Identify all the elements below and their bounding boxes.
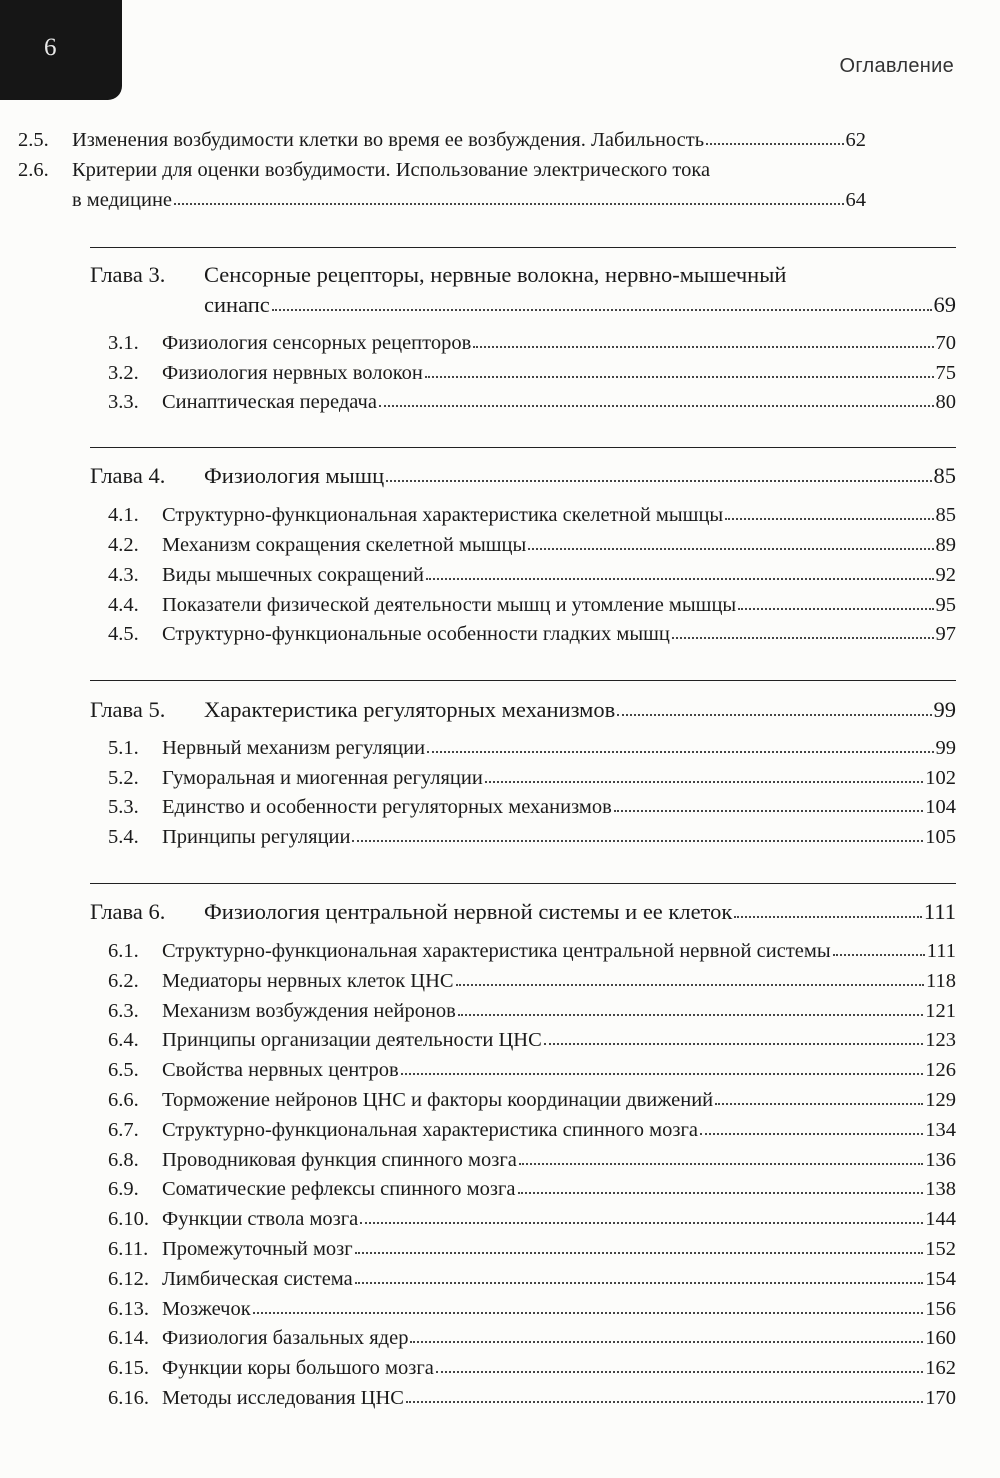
entry-title: Проводниковая функция спинного мозга: [162, 1148, 517, 1171]
entry-number: 6.11.: [108, 1238, 149, 1260]
entry-title: Изменения возбудимости клетки во время ее возбуждения. Лабильность: [72, 129, 705, 151]
entry-title: Лимбическая система: [162, 1267, 353, 1290]
entry-title: Мозжечок: [162, 1297, 251, 1320]
entry-title: Медиаторы нервных клеток ЦНС: [162, 969, 454, 992]
toc-entry[interactable]: [108, 967, 956, 995]
running-title: Оглавление: [839, 55, 954, 77]
entry-title: Показатели физической деятельности мышц и утомление мышцы: [162, 594, 737, 616]
entry-title: Нервный механизм регуляции: [162, 737, 426, 759]
toc-entry[interactable]: [18, 156, 866, 184]
entry-number: 6.5.: [108, 1059, 139, 1082]
chapter-title: Характеристика регуляторных механизмов: [204, 697, 616, 722]
dot-leader: [456, 978, 924, 986]
entry-number: 6.4.: [108, 1029, 139, 1052]
dot-leader: [355, 1276, 924, 1284]
entry-title: Функции ствола мозга: [162, 1208, 359, 1231]
dot-leader: [715, 1097, 923, 1105]
entry-title: Физиология сенсорных рецепторов: [162, 332, 472, 354]
chapter-title: Физиология мышц: [204, 463, 385, 488]
entry-number: 6.1.: [108, 940, 139, 962]
entry-title: Структурно-функциональная характеристика спинного мозга: [162, 1118, 698, 1141]
chapter-label: Глава 3.: [90, 262, 166, 287]
toc-entry[interactable]: [108, 823, 956, 851]
entry-page: 152: [925, 1238, 956, 1260]
entry-page: 92: [935, 564, 956, 586]
chapter-heading[interactable]: [90, 261, 956, 289]
entry-page: 97: [935, 623, 956, 645]
dot-leader: [700, 1127, 923, 1135]
entry-page: 89: [935, 534, 956, 556]
entry-page: 85: [935, 504, 956, 526]
entry-page: 136: [925, 1148, 956, 1171]
entry-page: 126: [925, 1059, 956, 1082]
entry-title: Структурно-функциональные особенности гладких мышц: [162, 623, 670, 645]
entry-number: 6.8.: [108, 1148, 139, 1171]
toc-entry[interactable]: [108, 1295, 956, 1323]
toc-entry[interactable]: [108, 1235, 956, 1263]
entry-number: 4.5.: [108, 623, 139, 645]
entry-page: 102: [925, 767, 956, 789]
dot-leader: [544, 1037, 923, 1045]
toc-entry[interactable]: [108, 1116, 956, 1144]
dot-leader: [427, 745, 933, 753]
toc-entry[interactable]: [108, 359, 956, 387]
entry-number: 4.2.: [108, 534, 139, 556]
toc-entry[interactable]: [108, 1324, 956, 1352]
chapter-label: Глава 6.: [90, 899, 166, 924]
toc-entry[interactable]: [108, 1056, 956, 1084]
entry-page: 160: [925, 1327, 956, 1350]
toc-entry-continuation[interactable]: [18, 186, 866, 214]
toc-entry[interactable]: [108, 734, 956, 762]
dot-leader: [379, 399, 934, 407]
section-divider: [90, 447, 956, 448]
dot-leader: [426, 572, 934, 580]
toc-entry[interactable]: [108, 1086, 956, 1114]
dot-leader: [725, 512, 933, 520]
entry-number: 5.2.: [108, 767, 139, 789]
entry-title: Промежуточный мозг: [162, 1238, 353, 1260]
entry-title: Торможение нейронов ЦНС и факторы координации движений: [162, 1089, 714, 1111]
entry-page: 70: [935, 332, 956, 354]
entry-number: 3.3.: [108, 391, 139, 413]
toc-entry[interactable]: [108, 388, 956, 416]
entry-page: 154: [925, 1267, 956, 1290]
dot-leader: [425, 370, 934, 378]
dot-leader: [253, 1306, 924, 1314]
page-number-tab: [0, 0, 122, 100]
entry-page: 121: [925, 999, 956, 1022]
toc-entry[interactable]: [108, 1026, 956, 1054]
dot-leader: [174, 197, 843, 205]
section-divider: [90, 883, 956, 884]
chapter-heading[interactable]: [90, 898, 956, 926]
dot-leader: [360, 1216, 923, 1224]
entry-page: 104: [925, 796, 956, 818]
toc-entry[interactable]: [108, 793, 956, 821]
entry-page: 118: [926, 969, 956, 992]
section-divider: [90, 680, 956, 681]
dot-leader: [485, 775, 923, 783]
toc-entry[interactable]: [108, 997, 956, 1025]
dot-leader: [672, 631, 934, 639]
toc-entry[interactable]: [108, 764, 956, 792]
entry-title: Механизм возбуждения нейронов: [162, 999, 456, 1022]
entry-page: 64: [845, 189, 866, 211]
chapter-page: 111: [923, 899, 956, 924]
toc-entry[interactable]: [108, 1146, 956, 1174]
dot-leader: [410, 1335, 923, 1343]
chapter-label: Глава 5.: [90, 697, 166, 722]
entry-page: 134: [925, 1118, 956, 1141]
dot-leader: [406, 1395, 923, 1403]
entry-title: Гуморальная и миогенная регуляции: [162, 767, 483, 789]
entry-number: 5.3.: [108, 796, 139, 818]
entry-number: 3.1.: [108, 332, 139, 354]
entry-title: Принципы регуляции: [162, 826, 351, 848]
entry-title: Структурно-функциональная характеристика скелетной мышцы: [162, 504, 724, 526]
entry-number: 4.1.: [108, 504, 139, 526]
dot-leader: [386, 474, 931, 482]
entry-page: 144: [925, 1208, 956, 1231]
entry-number: 5.1.: [108, 737, 139, 759]
entry-page: 129: [925, 1089, 956, 1111]
entry-number: 6.3.: [108, 999, 139, 1022]
dot-leader: [617, 708, 931, 716]
dot-leader: [738, 602, 933, 610]
entry-title: Принципы организации деятельности ЦНС: [162, 1029, 542, 1052]
entry-number: 6.10.: [108, 1208, 149, 1231]
entry-title: Структурно-функциональная характеристика центральной нервной системы: [162, 940, 831, 962]
dot-leader: [706, 137, 843, 145]
entry-title: Физиология нервных волокон: [162, 362, 423, 384]
entry-page: 138: [925, 1178, 956, 1201]
dot-leader: [734, 910, 922, 918]
page-number: 6: [44, 34, 57, 61]
toc-entry[interactable]: [108, 1205, 956, 1233]
entry-page: 111: [926, 940, 956, 962]
entry-number: 6.6.: [108, 1089, 139, 1111]
entry-page: 162: [925, 1357, 956, 1380]
entry-title: Единство и особенности регуляторных механизмов: [162, 796, 612, 818]
entry-title: Функции коры большого мозга: [162, 1357, 434, 1380]
entry-page: 156: [925, 1297, 956, 1320]
dot-leader: [458, 1008, 923, 1016]
dot-leader: [518, 1186, 924, 1194]
entry-number: 6.15.: [108, 1357, 149, 1380]
dot-leader: [473, 340, 933, 348]
dot-leader: [272, 303, 932, 311]
dot-leader: [833, 948, 925, 956]
entry-title: Механизм сокращения скелетной мышцы: [162, 534, 527, 556]
toc-entry[interactable]: [108, 620, 956, 648]
dot-leader: [436, 1365, 923, 1373]
entry-number: 4.4.: [108, 594, 139, 616]
dot-leader: [355, 1246, 924, 1254]
entry-number: 6.16.: [108, 1387, 149, 1409]
entry-page: 75: [935, 362, 956, 384]
entry-page: 99: [935, 737, 956, 759]
section-divider: [90, 247, 956, 248]
entry-page: 170: [925, 1387, 956, 1409]
chapter-title-continued: синапс: [204, 292, 270, 317]
chapter-label: Глава 4.: [90, 463, 166, 488]
toc-entry[interactable]: [108, 531, 956, 559]
entry-title-continued: в медицине: [72, 189, 173, 211]
entry-number: 6.2.: [108, 969, 139, 992]
entry-number: 6.12.: [108, 1267, 149, 1290]
dot-leader: [352, 834, 923, 842]
toc-entry[interactable]: [108, 501, 956, 529]
entry-title: Синаптическая передача: [162, 391, 377, 413]
chapter-page: 85: [933, 463, 956, 488]
toc-entry[interactable]: [108, 561, 956, 589]
entry-page: 95: [935, 594, 956, 616]
entry-title: Методы исследования ЦНС: [162, 1387, 404, 1409]
toc-entry[interactable]: [18, 126, 866, 154]
entry-page: 62: [845, 129, 866, 151]
chapter-title: Сенсорные рецепторы, нервные волокна, нервно-мышечный: [204, 262, 787, 287]
entry-title: Физиология базальных ядер: [162, 1327, 409, 1350]
toc-entry[interactable]: [108, 1384, 956, 1412]
dot-leader: [401, 1067, 924, 1075]
entry-page: 123: [925, 1029, 956, 1052]
toc-entry[interactable]: [108, 1265, 956, 1293]
entry-title: Свойства нервных центров: [162, 1059, 399, 1082]
chapter-heading[interactable]: [90, 462, 956, 490]
entry-title: Соматические рефлексы спинного мозга: [162, 1178, 516, 1201]
entry-title: Виды мышечных сокращений: [162, 564, 424, 586]
chapter-page: 99: [933, 697, 956, 722]
entry-number: 4.3.: [108, 564, 139, 586]
toc-entry[interactable]: [108, 1354, 956, 1382]
entry-number: 6.7.: [108, 1118, 139, 1141]
entry-number: 6.13.: [108, 1297, 149, 1320]
entry-page: 105: [925, 826, 956, 848]
dot-leader: [614, 804, 923, 812]
entry-number: 2.6.: [18, 159, 49, 181]
chapter-title: Физиология центральной нервной системы и ее клеток: [204, 899, 733, 924]
entry-number: 3.2.: [108, 362, 139, 384]
chapter-page: 69: [933, 292, 956, 317]
toc-entry[interactable]: [108, 937, 956, 965]
entry-number: 5.4.: [108, 826, 139, 848]
toc-entry[interactable]: [108, 329, 956, 357]
entry-number: 6.9.: [108, 1178, 139, 1201]
toc-entry[interactable]: [108, 1175, 956, 1203]
entry-title: Критерии для оценки возбудимости. Использование электрического тока: [72, 159, 711, 181]
dot-leader: [519, 1157, 923, 1165]
chapter-heading[interactable]: [90, 696, 956, 724]
dot-leader: [528, 542, 933, 550]
entry-page: 80: [935, 391, 956, 413]
entry-number: 2.5.: [18, 129, 49, 151]
chapter-heading-continuation[interactable]: [90, 291, 956, 319]
toc-entry[interactable]: [108, 591, 956, 619]
entry-number: 6.14.: [108, 1327, 149, 1350]
